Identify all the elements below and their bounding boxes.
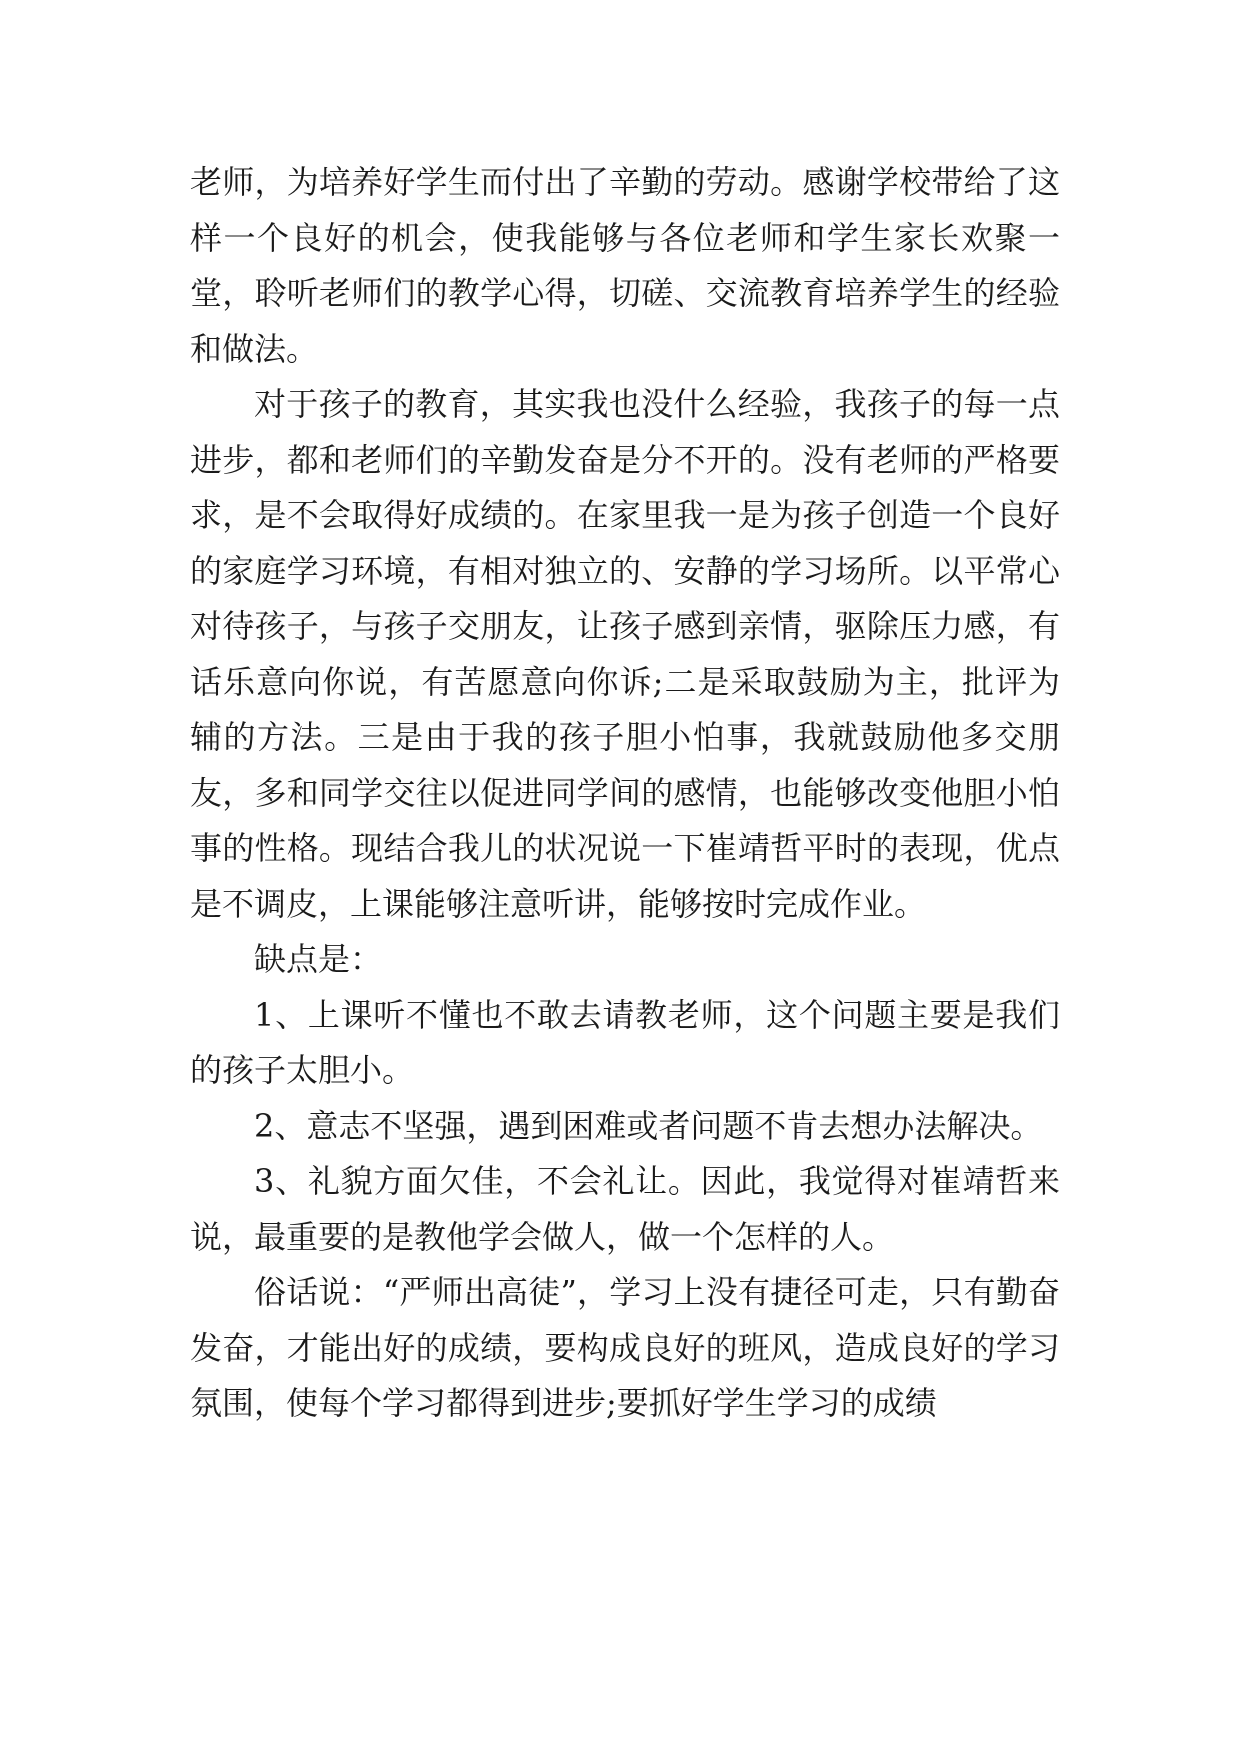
paragraph-7: 俗话说：“严师出高徒”，学习上没有捷径可走，只有勤奋发奋，才能出好的成绩，要构成良好的班风，造成良好的学习氛围，使每个学习都得到进步;要抓好学生学习的成绩 (190, 1273, 1060, 1422)
paragraph-2: 对于孩子的教育，其实我也没什么经验，我孩子的每一点进步，都和老师们的辛勤发奋是分不开的。没有老师的严格要求，是不会取得好成绩的。在家里我一是为孩子创造一个良好的家庭学习环境，有相对独立的、安静的学习场所。以平常心对待孩子，与孩子交朋友，让孩子感到亲情，驱除压力感，有话乐意向你说，有苦愿意向你诉;二是采取鼓励为主，批评为辅的方法。三是由于我的孩子胆小怕事，我就鼓励他多交朋友，多和同学交往以促进同学间的感情，也能够改变他胆小怕事的性格。现结合我儿的状况说一下崔靖哲平时的表现，优点是不调皮，上课能够注意听讲，能够按时完成作业。 (190, 385, 1060, 923)
paragraph-1: 老师，为培养好学生而付出了辛勤的劳动。感谢学校带给了这样一个良好的机会，使我能够与各位老师和学生家长欢聚一堂，聆听老师们的教学心得，切磋、交流教育培养学生的经验和做法。 (190, 163, 1060, 368)
paragraph-3: 缺点是： (254, 940, 383, 978)
body-text (190, 155, 1060, 1432)
paragraph-6: 3、礼貌方面欠佳，不会礼让。因此，我觉得对崔靖哲来说，最重要的是教他学会做人，做一个怎样的人。 (190, 1162, 1060, 1256)
paragraph-5: 2、意志不坚强，遇到困难或者问题不肯去想办法解决。 (254, 1106, 1043, 1145)
paragraph-4: 1、上课听不懂也不敢去请教老师，这个问题主要是我们的孩子太胆小。 (190, 995, 1060, 1089)
